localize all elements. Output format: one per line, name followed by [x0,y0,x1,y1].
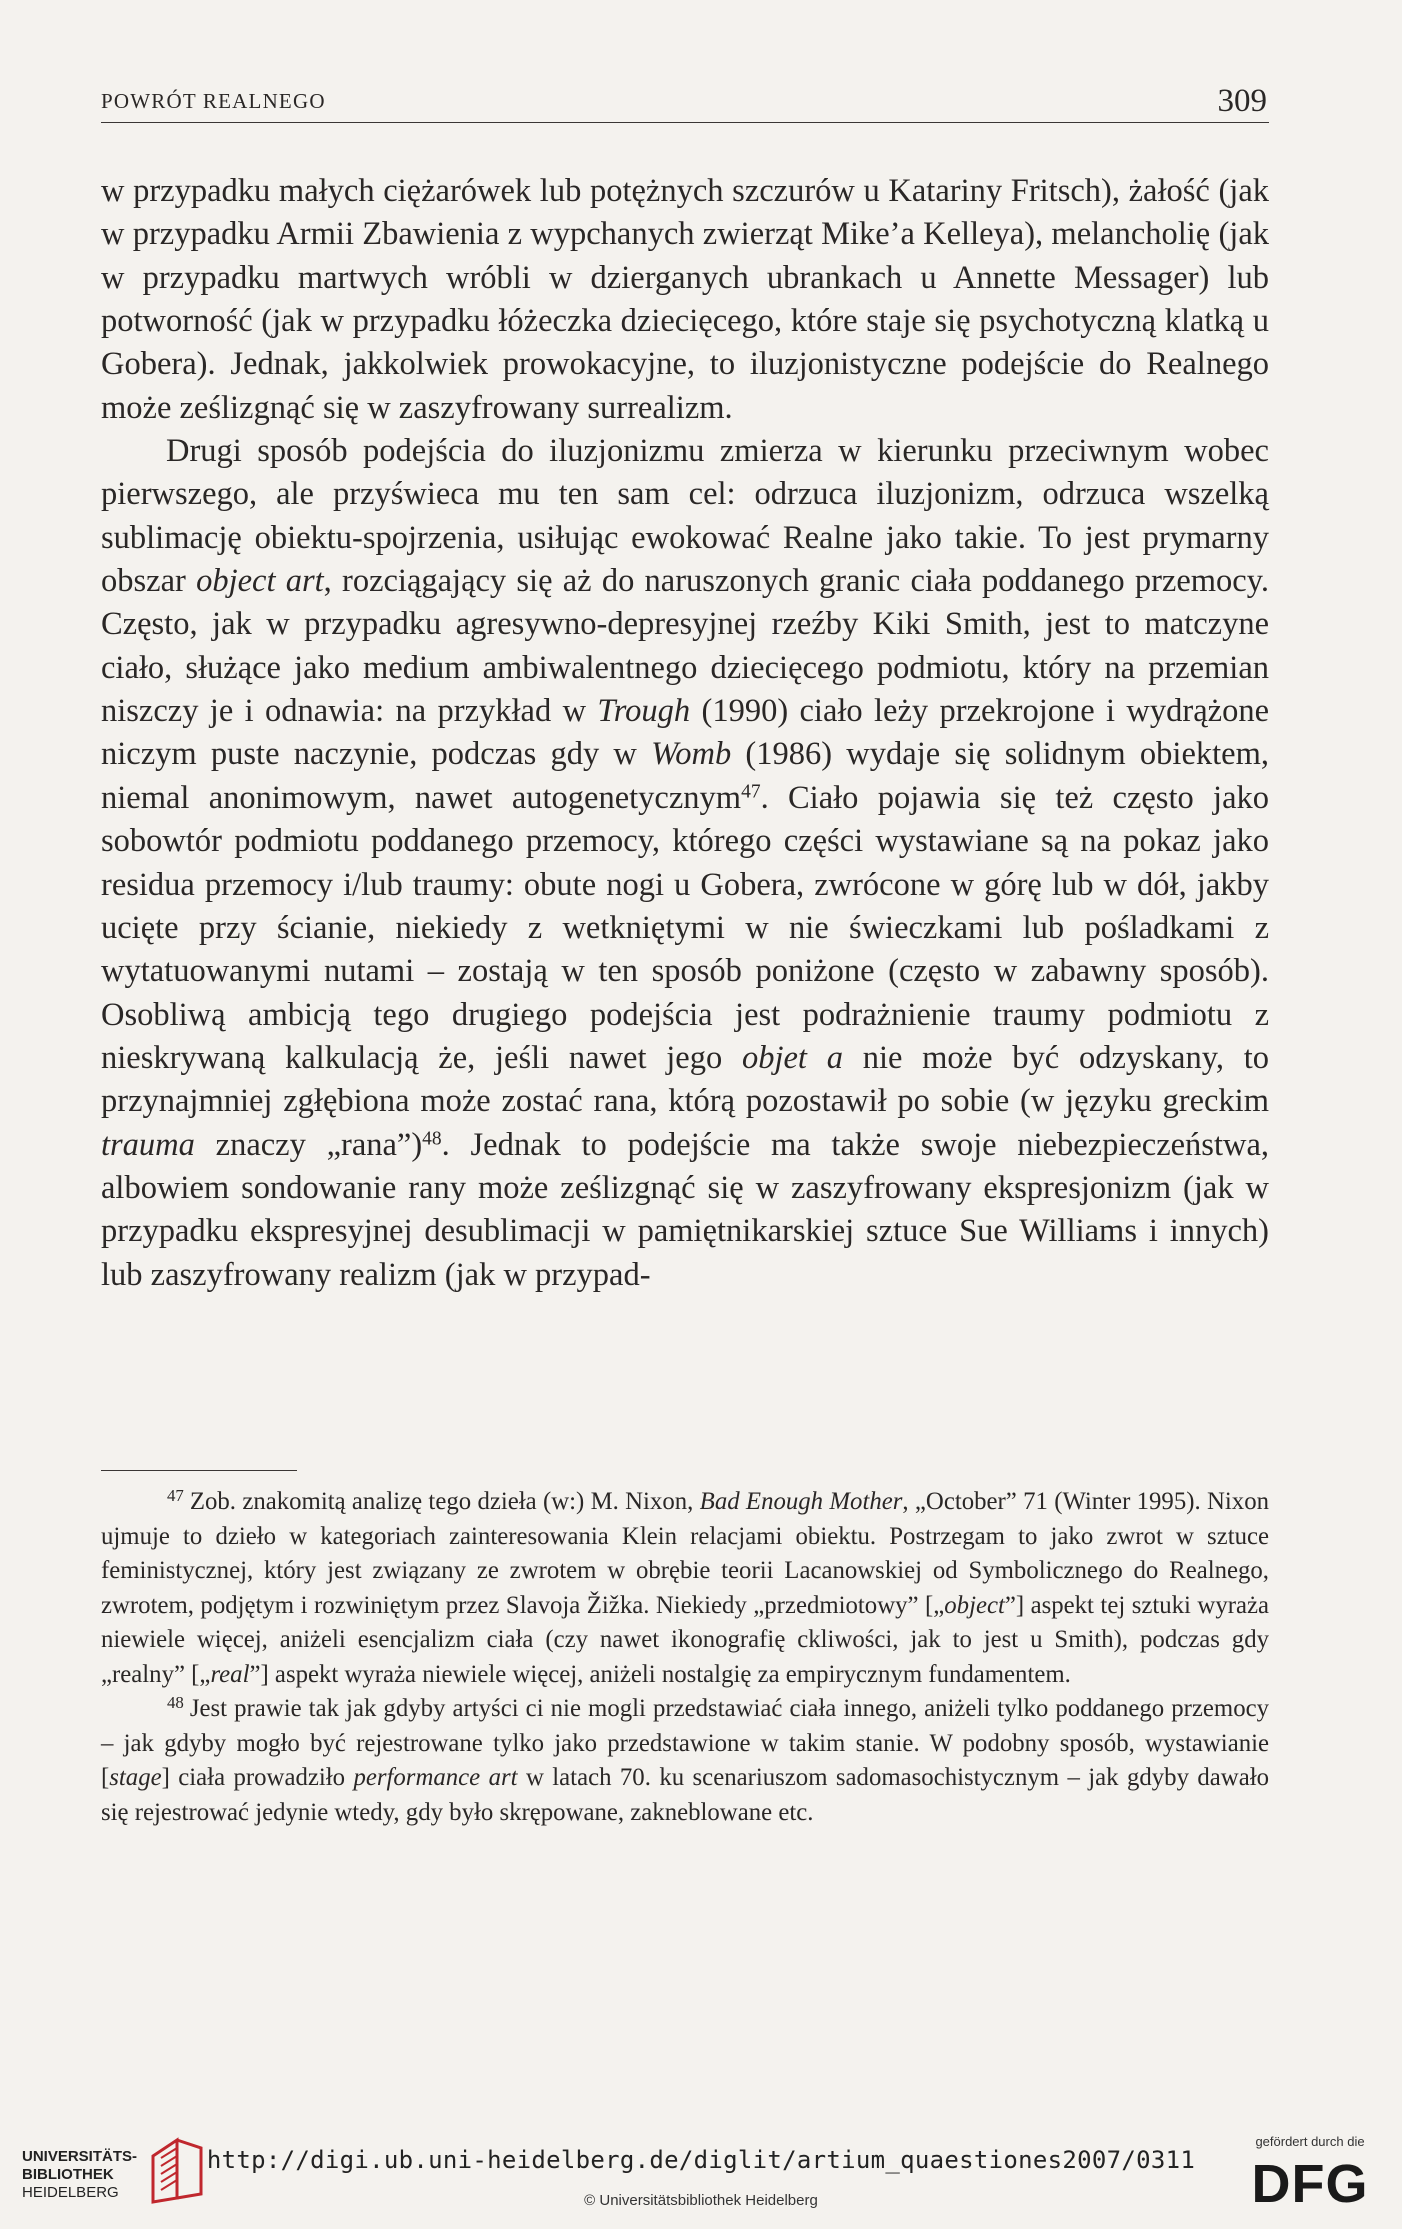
paragraph-1: w przypadku małych ciężarówek lub potężnych szczurów u Katariny Fritsch), żałość (jak w przypadku Armii Zbawienia z wypchanych zwierząt Mike’a Kelleya), melancholię (jak w przypadku martwych wróbli w dzierganych ubrankach u Annette Messager) lub potworność (jak w przypadku łóżeczka dziecięcego, które staje się psychotyczną klatką u Gobera). Jednak, jakkolwiek prowokacyjne, to iluzjonistyczne podejście do Realnego może ześlizgnąć się w zaszyfrowany surrealizm. [101,173,1269,426]
footnote-number: 47 [167,1486,184,1506]
library-name-line2: BIBLIOTHEK [22,2166,114,2183]
footnote-ref-48[interactable]: 48 [422,1127,442,1149]
library-name-line3: HEIDELBERG [22,2184,119,2201]
running-head: POWRÓT REALNEGO [101,89,326,113]
footnote-47: $^{47}$ Zob. znakomitą analizę tego dzieła (w:) M. Nixon, Bad Enough Mother, „October” 71 (Winter 1995). Nixon ujmuje to dzieło w kategoriach zainteresowania Klein relacjami obiektu. Postrzegam to jako zwrot w sztuce feministycznej, który jest związany ze zwrotem w obrębie teorii Lacanowskiej od Symbolicznego do Realnego, zwrotem, podjętym i rozwiniętym przez Slavoja Žižka. Niekiedy „przedmiotowy” [„object”] aspekt tej sztuki wyraża niewiele więcej, aniżeli esencjalizm ciała (czy nawet ikonografię ckliwości, jak to jest u Smith), podczas gdy „realny” [„real”] aspekt wyraża niewiele więcej, aniżeli nostalgię za empirycznym fundamentem. [101,1486,1269,1688]
footnote-ref-47[interactable]: 47 [741,781,761,803]
source-url-link[interactable]: http://digi.ub.uni-heidelberg.de/diglit/artium_quaestiones2007/0311 [206,2146,1196,2174]
paragraph-2: Drugi sposób podejścia do iluzjonizmu zmierza w kierunku przeciwnym wobec pierwszego, ale przyświeca mu ten sam cel: odrzuca iluzjonizm, odrzuca wszelką sublimację obiektu-spojrzenia, usiłując ewokować Realne jako takie. To jest prymarny obszar object art, rozciągający się aż do naruszonych granic ciała poddanego przemocy. Często, jak w przypadku agresywno-depresyjnej rzeźby Kiki Smith, jest to matczyne ciało, służące jako medium ambiwalentnego dziecięcego podmiotu, który na przemian niszczy je i odnawia: na przykład w Trough (1990) ciało leży przekrojone i wydrążone niczym puste naczynie, podczas gdy w Womb (1986) wydaje się solidnym obiektem, niemal anonimowym, nawet autogenetycznym$^{47}$. Ciało pojawia się też często jako sobowtór podmiotu poddanego przemocy, którego części wystawiane są na pokaz jako residua przemocy i/lub traumy: obute nogi u Gobera, zwrócone w górę lub w dół, jakby ucięte przy ścianie, niekiedy z wetkniętymi w nie świeczkami lub pośladkami z wytatuowanymi nutami – zostają w ten sposób poniżone (często w zabawny sposób). Osobliwą ambicją tego drugiego podejścia jest podrażnienie traumy podmiotu z nieskrywaną kalkulacją że, jeśli nawet jego objet a nie może być odzyskany, to przynajmniej zgłębiona może zostać rana, którą pozostawił po sobie (w języku greckim trauma znaczy „rana”)$^{48}$. Jednak to podejście ma także swoje niebezpieczeństwa, albowiem sondowanie rany może ześlizgnąć się w zaszyfrowany ekspresjonizm (jak w przypadku ekspresyjnej desublimacji w pamiętnikarskiej sztuce Sue Williams i innych) lub zaszyfrowany realizm (jak w przypad- [101,433,1270,1293]
page-header [101,82,1269,123]
footnote-separator [101,1470,297,1471]
italic-term: objet a [741,1039,843,1076]
body-text [101,170,1269,1297]
italic-term: trauma [101,1126,195,1163]
artwork-title: Trough [597,693,691,730]
digitization-footer [0,2112,1402,2229]
footnote-number: 48 [167,1693,184,1713]
dfg-logo-block[interactable] [1240,2134,1390,2224]
italic-term: object art [196,563,324,600]
footnotes [101,1485,1269,1830]
footnote-48: $^{48}$ Jest prawie tak jak gdyby artyści ci nie mogli przedstawiać ciała innego, aniżeli tylko poddanego przemocy – jak gdyby mogło być rejestrowane tylko jako przedstawione w takim stanie. W podobny sposób, wystawianie [stage] ciała prowadziło performance art w latach 70. ku scenariuszom sadomasochistycznym – jak gdyby dawało się rejestrować jedynie wtedy, gdy było skrępowane, zakneblowane etc. [101,1693,1269,1826]
library-name-line1: UNIVERSITÄTS- [22,2148,138,2165]
copyright-notice: © Universitätsbibliothek Heidelberg [584,2192,818,2209]
page-number: 309 [1217,83,1267,119]
artwork-title: Womb [651,736,732,773]
dfg-caption: gefördert durch die [1255,2134,1365,2149]
dfg-logo: DFG [1251,2154,1369,2214]
